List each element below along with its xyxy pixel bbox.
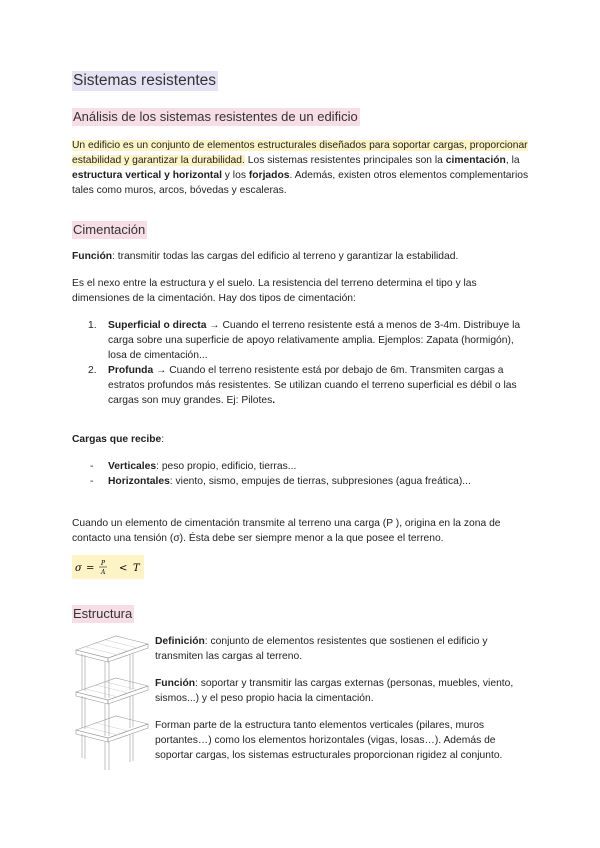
funcion-label: Función [155, 678, 196, 689]
funcion-label: Función [72, 251, 113, 262]
list-item [72, 474, 532, 489]
tipo-label: Profunda [108, 365, 154, 376]
carga-text: : viento, sismo, empujes de tierras, subpresiones (agua freática)... [169, 476, 471, 487]
funcion-text: : transmitir todas las cargas del edificio al terreno y garantizar la estabilidad. [112, 251, 459, 262]
formula-denominator: A [101, 569, 106, 576]
tipo-label: Superficial o directa [108, 320, 207, 331]
cargas-label: Cargas que recibe [72, 434, 162, 445]
definicion-text: : conjunto de elementos resistentes que sostienen el edificio y transmiten las cargas al terreno. [155, 636, 488, 662]
formula-equals: = [86, 563, 95, 574]
carga-text: : peso propio, edificio, tierras... [156, 461, 297, 472]
section-subtitle: Análisis de los sistemas resistentes de un edificio [73, 109, 358, 124]
definicion-label: Definición [155, 636, 205, 647]
cargas-colon: : [161, 434, 165, 445]
structure-illustration [72, 630, 152, 775]
arrow-glyph: → [206, 320, 223, 331]
cargas-list [72, 459, 532, 489]
heading-estructura: Estructura [73, 606, 133, 621]
formula-numerator: P [101, 560, 106, 567]
funcion-text: : soportar y transmitir las cargas externas (personas, muebles, viento, sismos...) y el peso propio hacia la cimentación. [155, 678, 514, 704]
arrow-glyph: → [153, 365, 170, 376]
estructura-funcion [155, 676, 525, 706]
cimentacion-funcion [72, 249, 532, 264]
tipo-text: Cuando el terreno resistente está a menos de 3-4m. Distribuye la carga sobre una superficie de apoyo relativamente amplia. Ejemplos: Zapata (hormigón), losa de cimentación... [108, 320, 521, 361]
tipos-list [72, 318, 532, 408]
formula-less-than: < [119, 563, 128, 574]
list-item [72, 318, 532, 363]
intro-paragraph [72, 138, 532, 198]
list-number: 2. [88, 365, 97, 376]
page-title: Sistemas resistentes [73, 72, 216, 89]
tension-paragraph: Cuando un elemento de cimentación transmite al terreno una carga (P ), origina en la zona de contacto una tensión (σ). Ésta debe ser siempre menor a la que posee el terreno. [72, 518, 501, 544]
intro-highlight: Un edificio es un conjunto de elementos estructurales diseñados para soportar cargas, proporcionar estabilidad y garantizar la durabilidad. [72, 140, 528, 166]
intro-text: . Además, existen otros elementos complementarios tales como muros, arcos, bóvedas y escaleras. [72, 170, 529, 196]
list-item [72, 459, 532, 474]
intro-bold-cimentacion: cimentación [445, 155, 506, 166]
list-item [72, 363, 532, 408]
intro-text: , la [505, 155, 520, 166]
estructura-definicion [155, 634, 525, 664]
formula-box [72, 555, 144, 579]
list-number: 1. [88, 320, 97, 331]
formula-svg [72, 555, 144, 579]
dash-marker: - [90, 461, 94, 472]
intro-bold-forjados: forjados [248, 170, 290, 181]
formula-sigma: σ [75, 563, 82, 574]
cimentacion-nexo: Es el nexo entre la estructura y el suelo. La resistencia del terreno determina el tipo y las dimensiones de la cimentación. Hay dos tipos de cimentación: [72, 278, 477, 304]
carga-label: Horizontales [108, 476, 170, 487]
intro-text: Los sistemas resistentes principales son la [244, 155, 446, 166]
dash-marker: - [90, 476, 94, 487]
carga-label: Verticales [108, 461, 157, 472]
tipo-tail: . [272, 395, 276, 406]
cargas-heading [72, 432, 532, 447]
heading-cimentacion: Cimentación [73, 222, 146, 237]
intro-text: y los [221, 170, 249, 181]
intro-bold-estructura: estructura vertical y horizontal [72, 170, 222, 181]
tipo-text: Cuando el terreno resistente está por debajo de 6m. Transmiten cargas a estratos profundos más resistentes. Se utilizan cuando el terreno superficial es débil o las cargas son muy grandes. Ej: Pilotes [108, 365, 517, 406]
estructura-partes: Forman parte de la estructura tanto elementos verticales (pilares, muros portantes…) como los elementos horizontales (vigas, losas…). Además de soportar cargas, los sistemas estructurales proporcionan rigidez al conjunto. [155, 720, 503, 761]
formula-t: T [133, 563, 140, 574]
